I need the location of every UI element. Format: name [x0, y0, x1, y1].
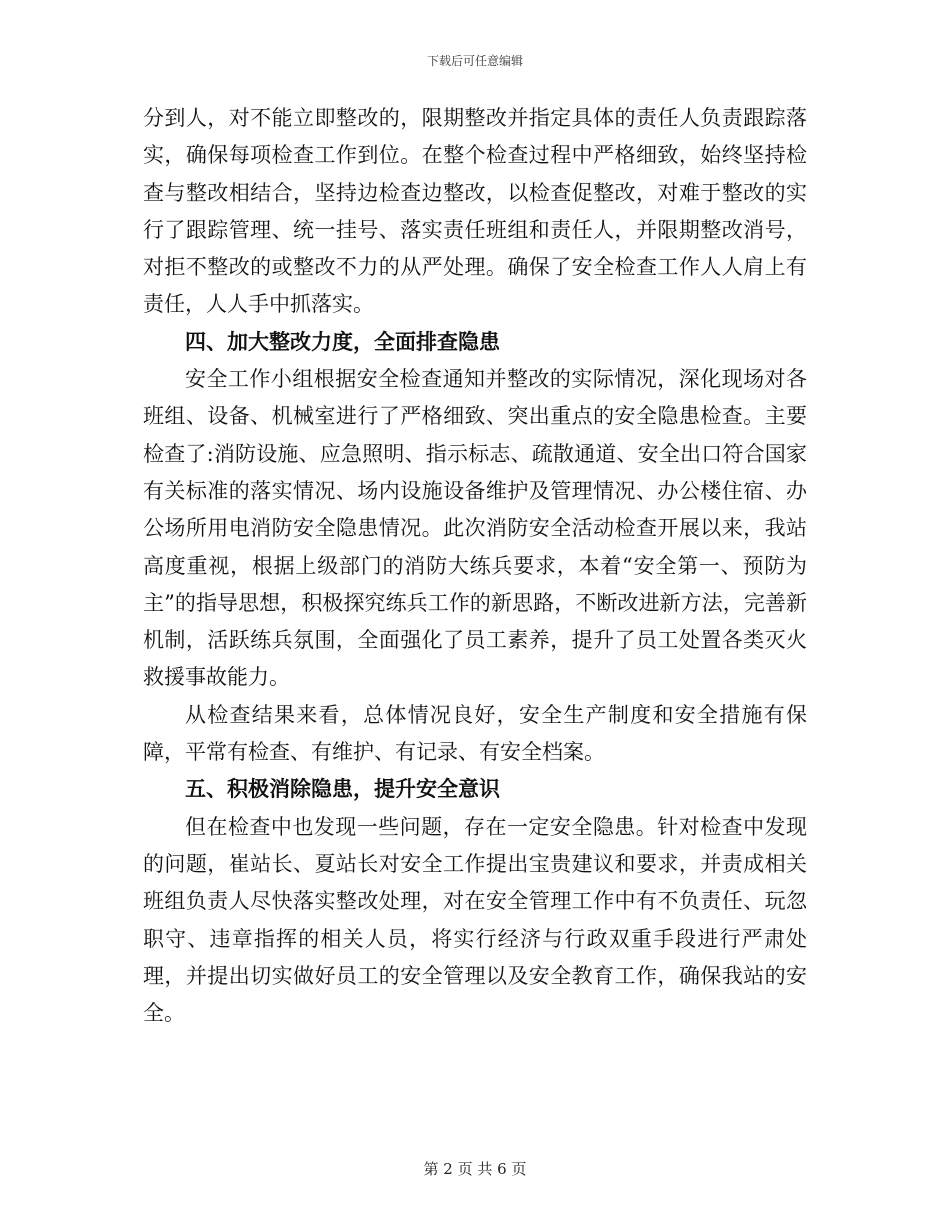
- document-body: [143, 100, 807, 1032]
- paragraph-issues-found: 但在检查中也发现一些问题，存在一定安全隐患。针对检查中发现的问题，崔站长、夏站长对安全工作提出宝贵建议和要求，并责成相关班组负责人尽快落实整改处理，对在安全管理工作中有不负责任、玩忽职守、违章指挥的相关人员，将实行经济与行政双重手段进行严肃处理，并提出切实做好员工的安全管理以及安全教育工作，确保我站的安全。: [143, 814, 807, 1026]
- paragraph-inspection-details: 安全工作小组根据安全检查通知并整改的实际情况，深化现场对各班组、设备、机械室进行了严格细致、突出重点的安全隐患检查。主要检查了:消防设施、应急照明、指示标志、疏散通道、安全出口符合国家有关标准的落实情况、场内设施设备维护及管理情况、办公楼住宿、办公场所用电消防安全隐患情况。此次消防安全活动检查开展以来，我站高度重视，根据上级部门的消防大练兵要求，本着“安全第一、预防为主”的指导思想，积极探究练兵工作的新思路，不断改进新方法，完善新机制，活跃练兵氛围，全面强化了员工素养，提升了员工处置各类灭火救援事故能力。: [143, 367, 807, 690]
- section-heading-4: 四、加大整改力度，全面排查隐患: [185, 329, 500, 354]
- page-number-footer: 第 2 页 共 6 页: [423, 1160, 527, 1178]
- section-heading-5: 五、积极消除隐患，提升安全意识: [185, 777, 500, 802]
- paragraph-continuation: 分到人，对不能立即整改的，限期整改并指定具体的责任人负责跟踪落实，确保每项检查工作到位。在整个检查过程中严格细致，始终坚持检查与整改相结合，坚持边检查边整改，以检查促整改，对难于整改的实行了跟踪管理、统一挂号、落实责任班组和责任人，并限期整改消号，对拒不整改的或整改不力的从严处理。确保了安全检查工作人人肩上有责任，人人手中抓落实。: [143, 106, 807, 317]
- page-header: 下载后可任意编辑: [426, 54, 523, 68]
- paragraph-inspection-results: 从检查结果来看，总体情况良好，安全生产制度和安全措施有保障，平常有检查、有维护、有记录、有安全档案。: [143, 702, 807, 765]
